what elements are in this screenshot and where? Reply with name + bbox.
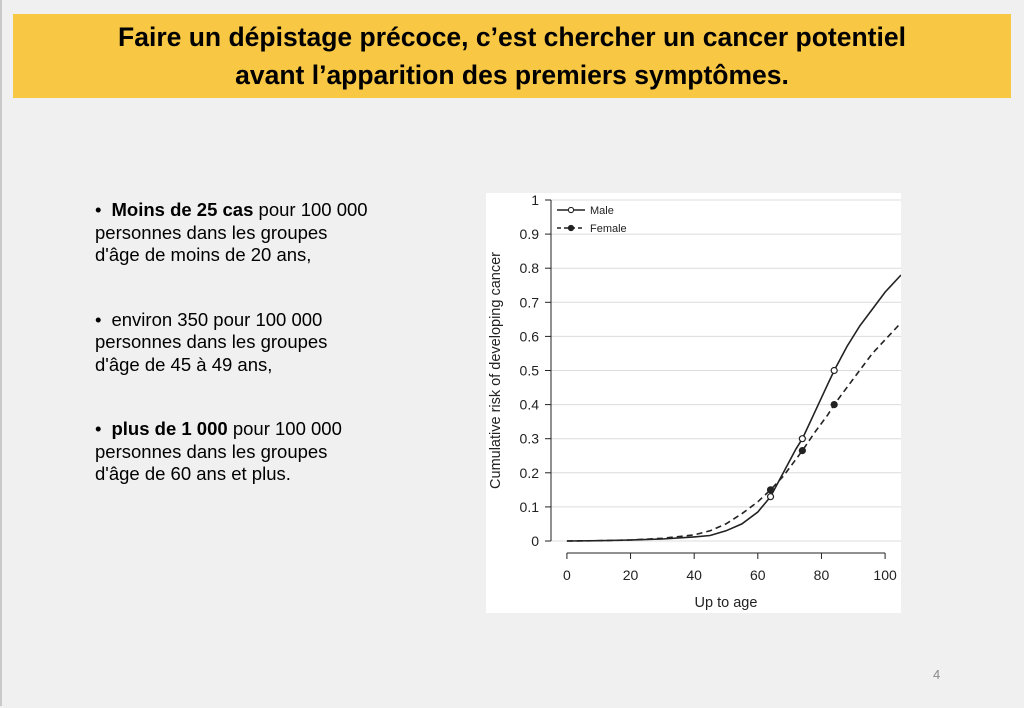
y-tick-label: 0.7 xyxy=(519,294,539,311)
x-tick-label: 100 xyxy=(873,567,897,583)
bullet-bold: Moins de 25 cas xyxy=(111,199,254,220)
title-line-2: avant l’apparition des premiers symptômes. xyxy=(235,60,789,90)
x-tick-label: 0 xyxy=(563,567,571,583)
title-banner xyxy=(13,14,1011,98)
y-tick-label: 0.5 xyxy=(519,362,539,379)
y-axis-label: Cumulative risk of developing cancer xyxy=(488,252,504,489)
bullet-item-3 xyxy=(95,418,375,486)
bullet-text: pour 100 000 personnes dans les groupes d'âge de 60 ans et plus. xyxy=(95,418,342,484)
legend-label-male: Male xyxy=(590,205,614,217)
bullet-dot: • xyxy=(95,199,102,220)
bullet-item-2 xyxy=(95,309,375,377)
bullet-text: environ 350 pour 100 000 personnes dans les groupes d'âge de 45 à 49 ans, xyxy=(95,308,328,375)
y-tick-label: 0 xyxy=(531,533,539,549)
legend-marker-female xyxy=(568,225,573,230)
data-point-female xyxy=(831,402,837,408)
y-tick-label: 0.6 xyxy=(519,328,539,345)
data-point-female xyxy=(768,487,774,493)
bullet-item-1 xyxy=(95,199,375,267)
y-tick-label: 0.1 xyxy=(519,498,539,515)
data-point-female xyxy=(799,448,805,454)
chart-panel xyxy=(486,193,901,613)
data-point-male xyxy=(831,368,837,374)
y-tick-label: 0.4 xyxy=(519,396,539,413)
x-axis-label: Up to age xyxy=(694,595,758,611)
page-number: 4 xyxy=(933,667,941,682)
y-tick-label: 0.9 xyxy=(519,226,539,243)
data-point-male xyxy=(799,436,805,442)
x-tick-label: 40 xyxy=(686,567,702,583)
legend-label-female: Female xyxy=(590,223,627,235)
y-tick-label: 0.3 xyxy=(519,430,539,447)
bullet-dot: • xyxy=(95,308,102,330)
title-line-1: Faire un dépistage précoce, c’est chercher un cancer potentiel xyxy=(118,22,906,52)
series-line-female xyxy=(567,323,901,541)
y-tick-label: 0.2 xyxy=(519,464,539,481)
x-tick-label: 80 xyxy=(813,567,830,583)
bullet-bold: plus de 1 000 xyxy=(111,418,228,439)
x-tick-label: 20 xyxy=(622,567,639,583)
legend-marker-male xyxy=(568,207,573,212)
cumulative-risk-chart xyxy=(486,193,901,613)
y-tick-label: 0.8 xyxy=(519,260,539,277)
series-line-male xyxy=(567,275,901,541)
bullet-text: pour 100 000 personnes dans les groupes d'âge de moins de 20 ans, xyxy=(95,199,368,265)
data-point-male xyxy=(768,494,774,500)
x-tick-label: 60 xyxy=(750,567,766,583)
bullet-list xyxy=(95,199,375,486)
y-tick-label: 1 xyxy=(531,193,539,208)
bullet-dot: • xyxy=(95,418,102,439)
